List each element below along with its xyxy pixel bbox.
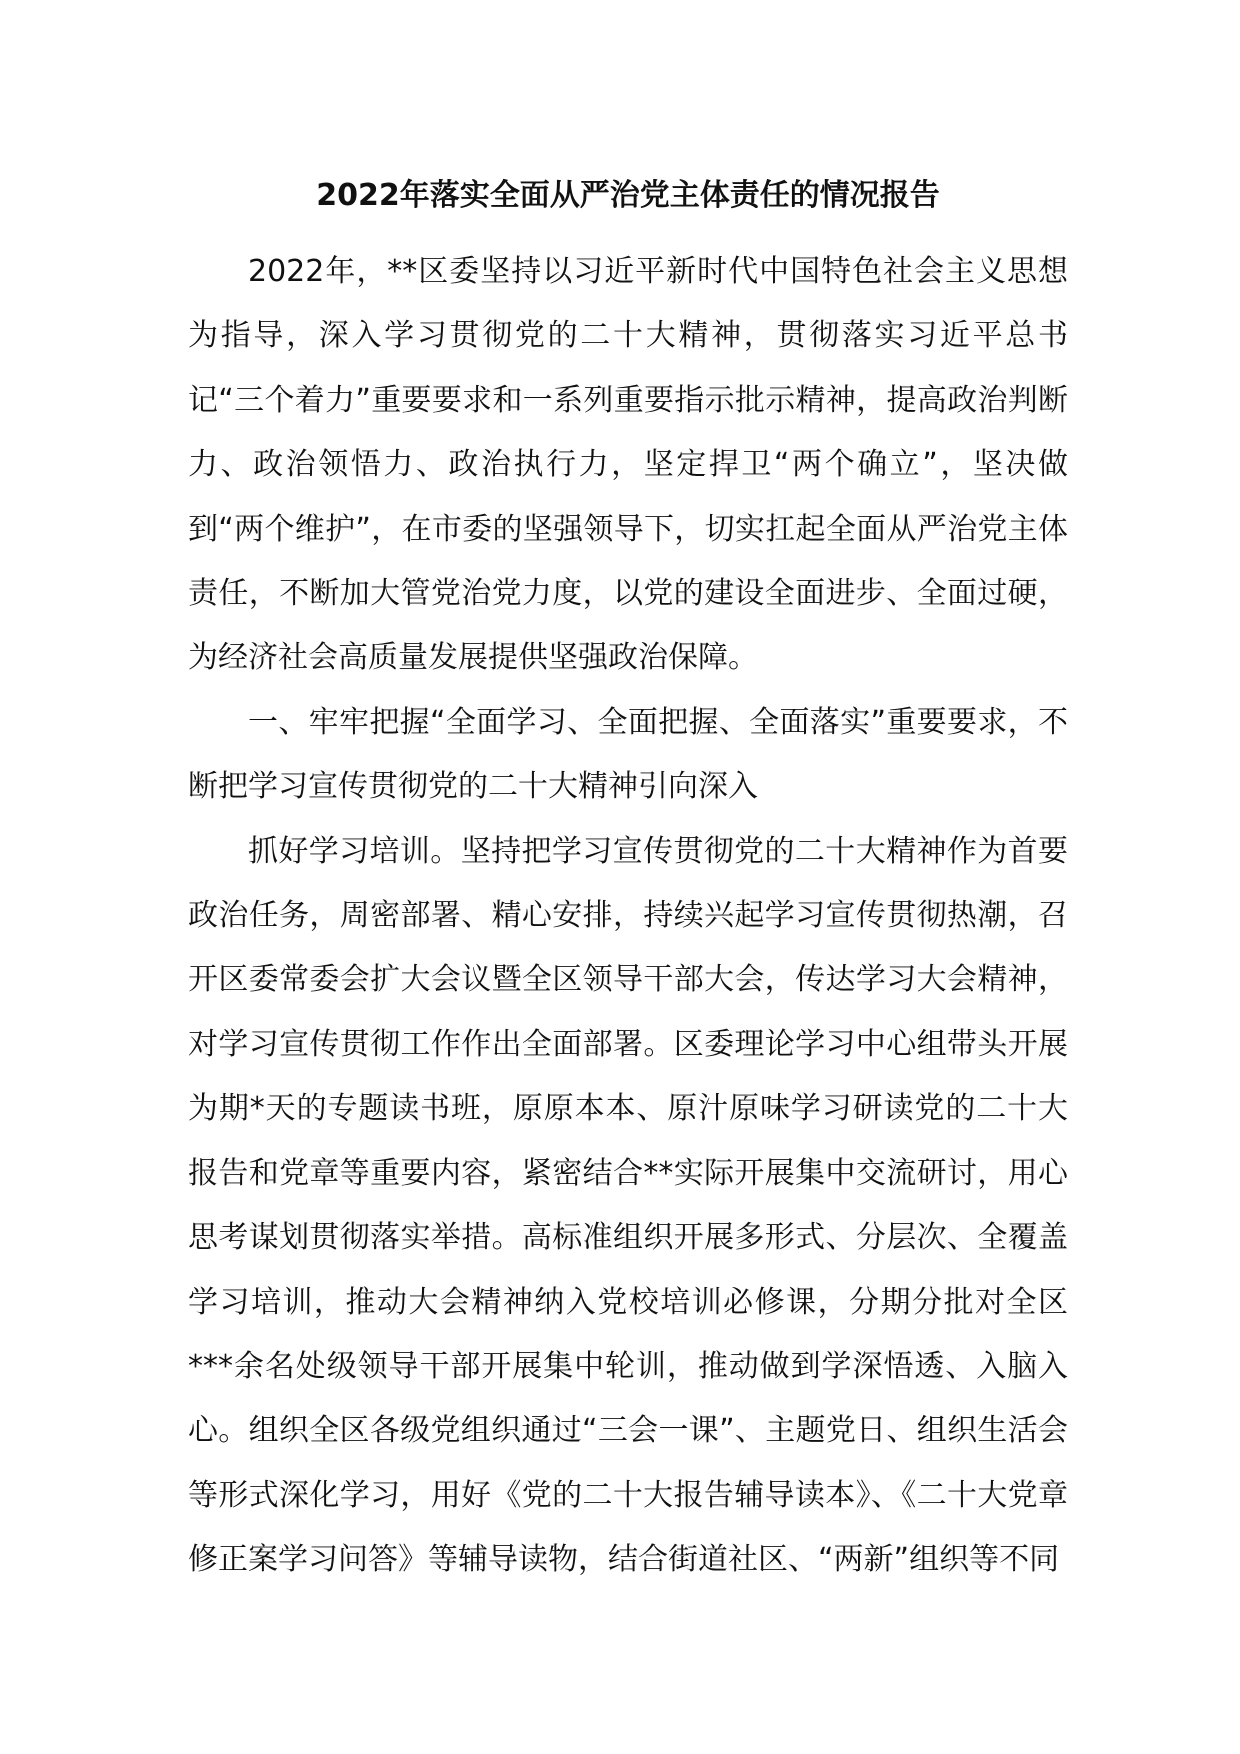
paragraph-study-training: 抓好学习培训。坚持把学习宣传贯彻党的二十大精神作为首要政治任务，周密部署、精心安排，持续兴起学习宣传贯彻热潮，召开区委常委会扩大会议暨全区领导干部大会，传达学习大会精神，对学习宣传贯彻工作作出全面部署。区委理论学习中心组带头开展为期*天的专题读书班，原原本本、原汁原味学习研读党的二十大报告和党章等重要内容，紧密结合**实际开展集中交流研讨，用心思考谋划贯彻落实举措。高标准组织开展多形式、分层次、全覆盖学习培训，推动大会精神纳入党校培训必修课，分期分批对全区***余名处级领导干部开展集中轮训，推动做到学深悟透、入脑入心。组织全区各级党组织通过“三会一课”、主题党日、组织生活会等形式深化学习，用好《党的二十大报告辅导读本》、《二十大党章修正案学习问答》等辅导读物，结合街道社区、“两新”组织等不同 xyxy=(188,833,1068,1578)
section-heading-1: 一、牢牢把握“全面学习、全面把握、全面落实”重要要求，不断把学习宣传贯彻党的二十大精神引向深入 xyxy=(188,704,1068,805)
document-body xyxy=(188,240,1068,1593)
paragraph-intro: 2022年，**区委坚持以习近平新时代中国特色社会主义思想为指导，深入学习贯彻党的二十大精神，贯彻落实习近平总书记“三个着力”重要要求和一系列重要指示批示精神，提高政治判断力、政治领悟力、政治执行力，坚定捍卫“两个确立”，坚决做到“两个维护”，在市委的坚强领导下，切实扛起全面从严治党主体责任，不断加大管党治党力度，以党的建设全面进步、全面过硬，为经济社会高质量发展提供坚强政治保障。 xyxy=(188,254,1068,676)
document-title: 2022年落实全面从严治党主体责任的情况报告 xyxy=(316,178,940,213)
